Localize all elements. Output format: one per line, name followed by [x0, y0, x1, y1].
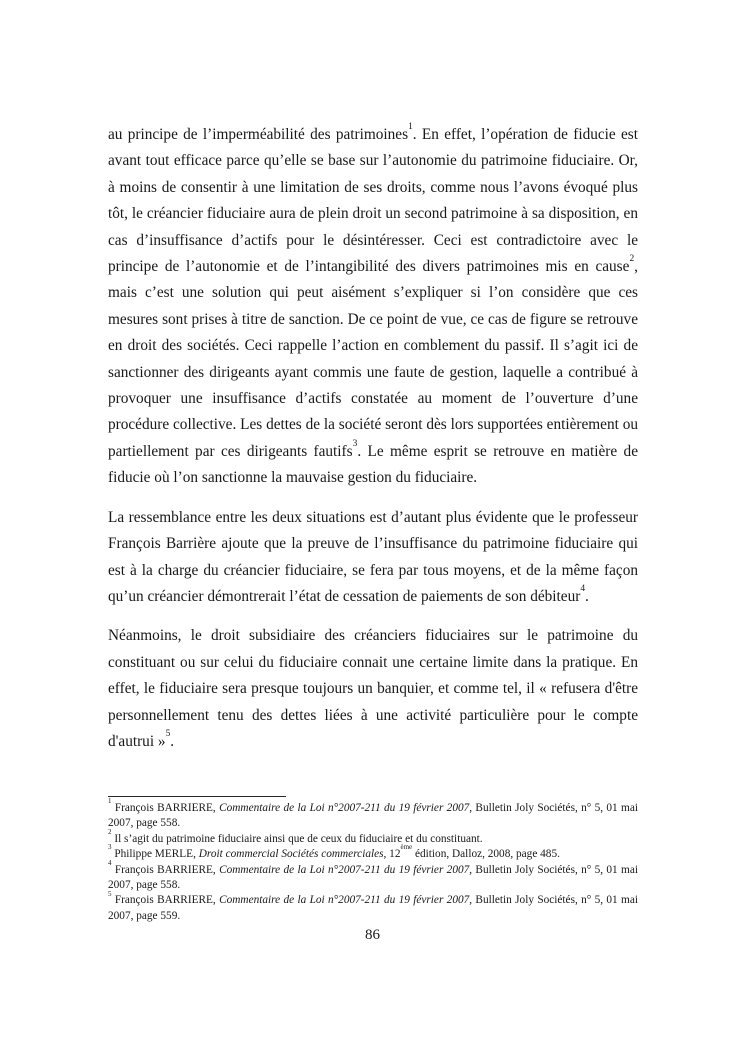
body-text	[108, 122, 638, 768]
footnote-ref: 3	[352, 438, 358, 449]
paragraph	[108, 505, 638, 611]
footnote-item	[108, 889, 638, 924]
footnote-ref: 2	[629, 253, 635, 264]
footnote-item	[108, 858, 638, 894]
footnote-item	[108, 827, 638, 847]
text-run: François BARRIERE,	[111, 863, 220, 876]
footnote-ref: 5	[165, 728, 171, 739]
text-run: , Bulletin Joly Sociétés, n° 5, 01 mai 2007, page 558.	[108, 863, 638, 892]
footnote-ref: 5	[108, 889, 112, 898]
italic-text-run: Commentaire de la Loi n°2007-211 du 19 février 2007	[219, 863, 470, 876]
italic-text-run: Commentaire de la Loi n°2007-211 du 19 février 2007	[219, 894, 470, 907]
footnote-ref: ème	[400, 843, 413, 852]
footnote-item	[108, 797, 638, 832]
text-run: .	[585, 587, 589, 605]
italic-text-run: Commentaire de la Loi n°2007-211 du 19 février 2007	[219, 802, 470, 814]
text-run: Philippe MERLE,	[111, 848, 199, 861]
footnote-ref: 3	[108, 843, 112, 852]
text-run: , Bulletin Joly Sociétés, n° 5, 01 mai 2007, page 558.	[108, 802, 638, 830]
footnote-area	[108, 796, 638, 924]
footnote-ref: 4	[108, 858, 112, 867]
footnote-separator	[108, 796, 286, 797]
text-run: édition, Dalloz, 2008, page 485.	[412, 848, 560, 861]
text-run: Il s’agit du patrimoine fiduciaire ainsi que de ceux du fiduciaire et du constituant.	[111, 832, 483, 845]
text-run: . En effet, l’opération de fiducie est avant tout efficace parce qu’elle se base sur l’autonomie du patrimoine fiduciaire. Or, à moins de consentir à une limitation de ses droits, comme nous l’avons évoqué plus tôt, le créancier fiduciaire aura de plein droit un second patrimoine à sa disposition, en cas d’insuffisance d’actifs pour le désintéresser. Ceci est contradictoire avec le principe de l’autonomie et de l’intangibilité des divers patrimoines mis en cause	[108, 126, 638, 276]
footnote-ref: 1	[108, 797, 112, 806]
text-run: , mais c’est une solution qui peut aisément s’expliquer si l’on considère que ces mesures sont prises à titre de sanction. De ce point de vue, ce cas de figure se retrouve en droit des sociétés. Ceci rappelle l’action en comblement du passif. Il s’agit ici de sanctionner des dirigeants ayant commis une faute de gestion, laquelle a contribué à provoquer une insuffisance d’actifs constatée au moment de l’ouverture d’une procédure collective. Les dettes de la société seront dès lors supportées entièrement ou partiellement par ces dirigeants fautifs	[108, 258, 638, 460]
footnote-ref: 1	[408, 121, 413, 132]
footnote-ref: 2	[108, 827, 112, 836]
text-run: . Le même esprit se retrouve en matière de fiducie où l’on sanctionne la mauvaise gestion du fiduciaire.	[108, 442, 638, 487]
text-run: François BARRIERE,	[111, 802, 220, 814]
text-run: Néanmoins, le droit subsidiaire des créanciers fiduciaires sur le patrimoine du constituant ou sur celui du fiduciaire connait une certaine limite dans la pratique. En effet, le fiduciaire sera presque toujours un banquier, et comme tel, il « refusera d'être personnellement tenu des dettes liées à une activité particulière pour le compte d'autrui »	[108, 627, 638, 750]
italic-text-run: Droit commercial Sociétés commerciales,	[198, 848, 387, 861]
text-run: , Bulletin Joly Sociétés, n° 5, 01 mai 2007, page 559.	[108, 894, 638, 922]
page-number: 86	[365, 927, 380, 943]
paragraph	[108, 122, 638, 492]
text-run: 12	[386, 848, 401, 861]
footnote-item	[108, 843, 638, 862]
footnote-list	[108, 797, 638, 924]
paragraph	[108, 623, 638, 755]
text-run: La ressemblance entre les deux situations est d’autant plus évidente que le professeur François Barrière ajoute que la preuve de l’insuffisance du patrimoine fiduciaire qui est à la charge du créancier fiduciaire, se fera par tous moyens, et de la même façon qu’un créancier démontrerait l’état de cessation de paiements de son débiteur	[108, 508, 638, 605]
footnote-ref: 4	[580, 583, 586, 594]
text-run: .	[170, 732, 175, 750]
text-run: François BARRIERE,	[111, 894, 220, 907]
text-run: au principe de l’imperméabilité des patrimoines	[108, 126, 409, 143]
